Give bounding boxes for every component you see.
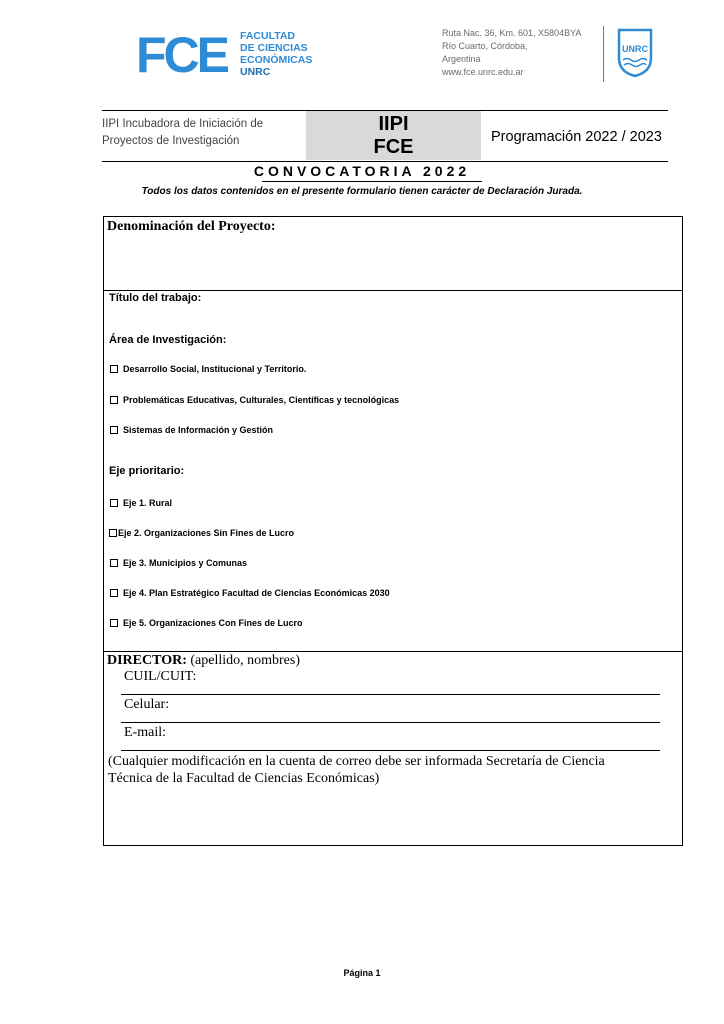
area-option-3[interactable]: [110, 425, 273, 435]
director-hint: (apellido, nombres): [190, 653, 301, 668]
checkbox-icon[interactable]: [110, 559, 118, 567]
eje-option-2-label: Eje 2. Organizaciones Sin Fines de Lucro: [118, 528, 295, 538]
eje-label: Eje prioritario:: [109, 465, 185, 477]
checkbox-icon[interactable]: [109, 529, 117, 537]
note-line-2: Técnica de la Facultad de Ciencias Económicas): [108, 771, 380, 786]
eje-option-4[interactable]: [110, 588, 390, 598]
faculty-line-1: FACULTAD: [240, 30, 296, 42]
eje-option-3-label: Eje 3. Municipios y Comunas: [123, 558, 248, 568]
area-option-1-label: Desarrollo Social, Institucional y Territorio.: [123, 364, 307, 374]
convocatoria-underline: [262, 181, 482, 182]
form-separator-2: [104, 651, 682, 652]
checkbox-icon[interactable]: [110, 619, 118, 627]
university-short: UNRC: [240, 66, 271, 78]
application-form: [103, 216, 683, 846]
form-separator-1: [104, 290, 682, 291]
area-option-3-label: Sistemas de Información y Gestión: [123, 425, 274, 435]
band-bottom-rule: [102, 161, 668, 162]
program-acronym: [306, 111, 481, 160]
acronym-line-1: IIPI: [378, 113, 409, 135]
header-divider: [603, 26, 604, 82]
program-name-line-2: Proyectos de Investigación: [102, 135, 240, 147]
eje-option-1[interactable]: [110, 498, 172, 508]
eje-option-2[interactable]: [109, 528, 294, 538]
area-option-1[interactable]: [110, 364, 306, 374]
faculty-name: [240, 30, 312, 78]
checkbox-icon[interactable]: [110, 396, 118, 404]
eje-option-5[interactable]: [110, 618, 303, 628]
email-field[interactable]: [121, 750, 660, 751]
area-option-2-label: Problemáticas Educativas, Culturales, Científicas y tecnológicas: [123, 395, 400, 405]
eje-option-1-label: Eje 1. Rural: [123, 498, 173, 508]
cuil-field[interactable]: [121, 694, 660, 695]
area-option-2[interactable]: [110, 395, 399, 405]
acronym-line-2: FCE: [373, 136, 414, 158]
program-name: [102, 116, 263, 150]
address-line-2: Río Cuarto, Córdoba,: [442, 41, 528, 51]
programacion-period: Programación 2022 / 2023: [491, 129, 662, 145]
checkbox-icon[interactable]: [110, 589, 118, 597]
checkbox-icon[interactable]: [110, 426, 118, 434]
celular-label: Celular:: [124, 697, 170, 712]
address-block: [442, 27, 581, 79]
faculty-line-3: ECONÓMICAS: [240, 54, 313, 66]
address-line-3: Argentina: [442, 54, 481, 64]
address-line-1: Ruta Nac. 36, Km. 601, X5804BYA: [442, 28, 582, 38]
director-label: DIRECTOR:: [107, 653, 187, 668]
shield-text: UNRC: [622, 44, 648, 54]
cuil-label: CUIL/CUIT:: [124, 669, 197, 684]
email-label: E-mail:: [124, 725, 166, 740]
convocatoria-title: CONVOCATORIA 2022: [253, 163, 471, 179]
director-row: [107, 653, 300, 669]
program-name-line-1: IIPI Incubadora de Iniciación de: [102, 118, 264, 130]
celular-field[interactable]: [121, 722, 660, 723]
declaracion-notice: Todos los datos contenidos en el presente formulario tienen carácter de Declaración Jurada.: [141, 186, 583, 197]
page-number: Página 1: [343, 968, 381, 978]
denominacion-label: Denominación del Proyecto:: [107, 219, 276, 234]
unrc-shield-logo: [617, 28, 653, 78]
checkbox-icon[interactable]: [110, 499, 118, 507]
eje-option-5-label: Eje 5. Organizaciones Con Fines de Lucro: [123, 618, 303, 628]
eje-option-4-label: Eje 4. Plan Estratégico Facultad de Ciencias Económicas 2030: [123, 588, 390, 598]
eje-option-3[interactable]: [110, 558, 247, 568]
note-line-1: (Cualquier modificación en la cuenta de correo debe ser informada Secretaría de Ciencia: [108, 754, 605, 769]
area-label: Área de Investigación:: [109, 334, 227, 346]
fce-logo: FCE: [136, 27, 227, 83]
titulo-label: Título del trabajo:: [109, 292, 202, 304]
website-link[interactable]: www.fce.unrc.edu.ar: [442, 67, 524, 77]
faculty-line-2: DE CIENCIAS: [240, 42, 308, 54]
checkbox-icon[interactable]: [110, 365, 118, 373]
email-change-note: [108, 753, 605, 787]
